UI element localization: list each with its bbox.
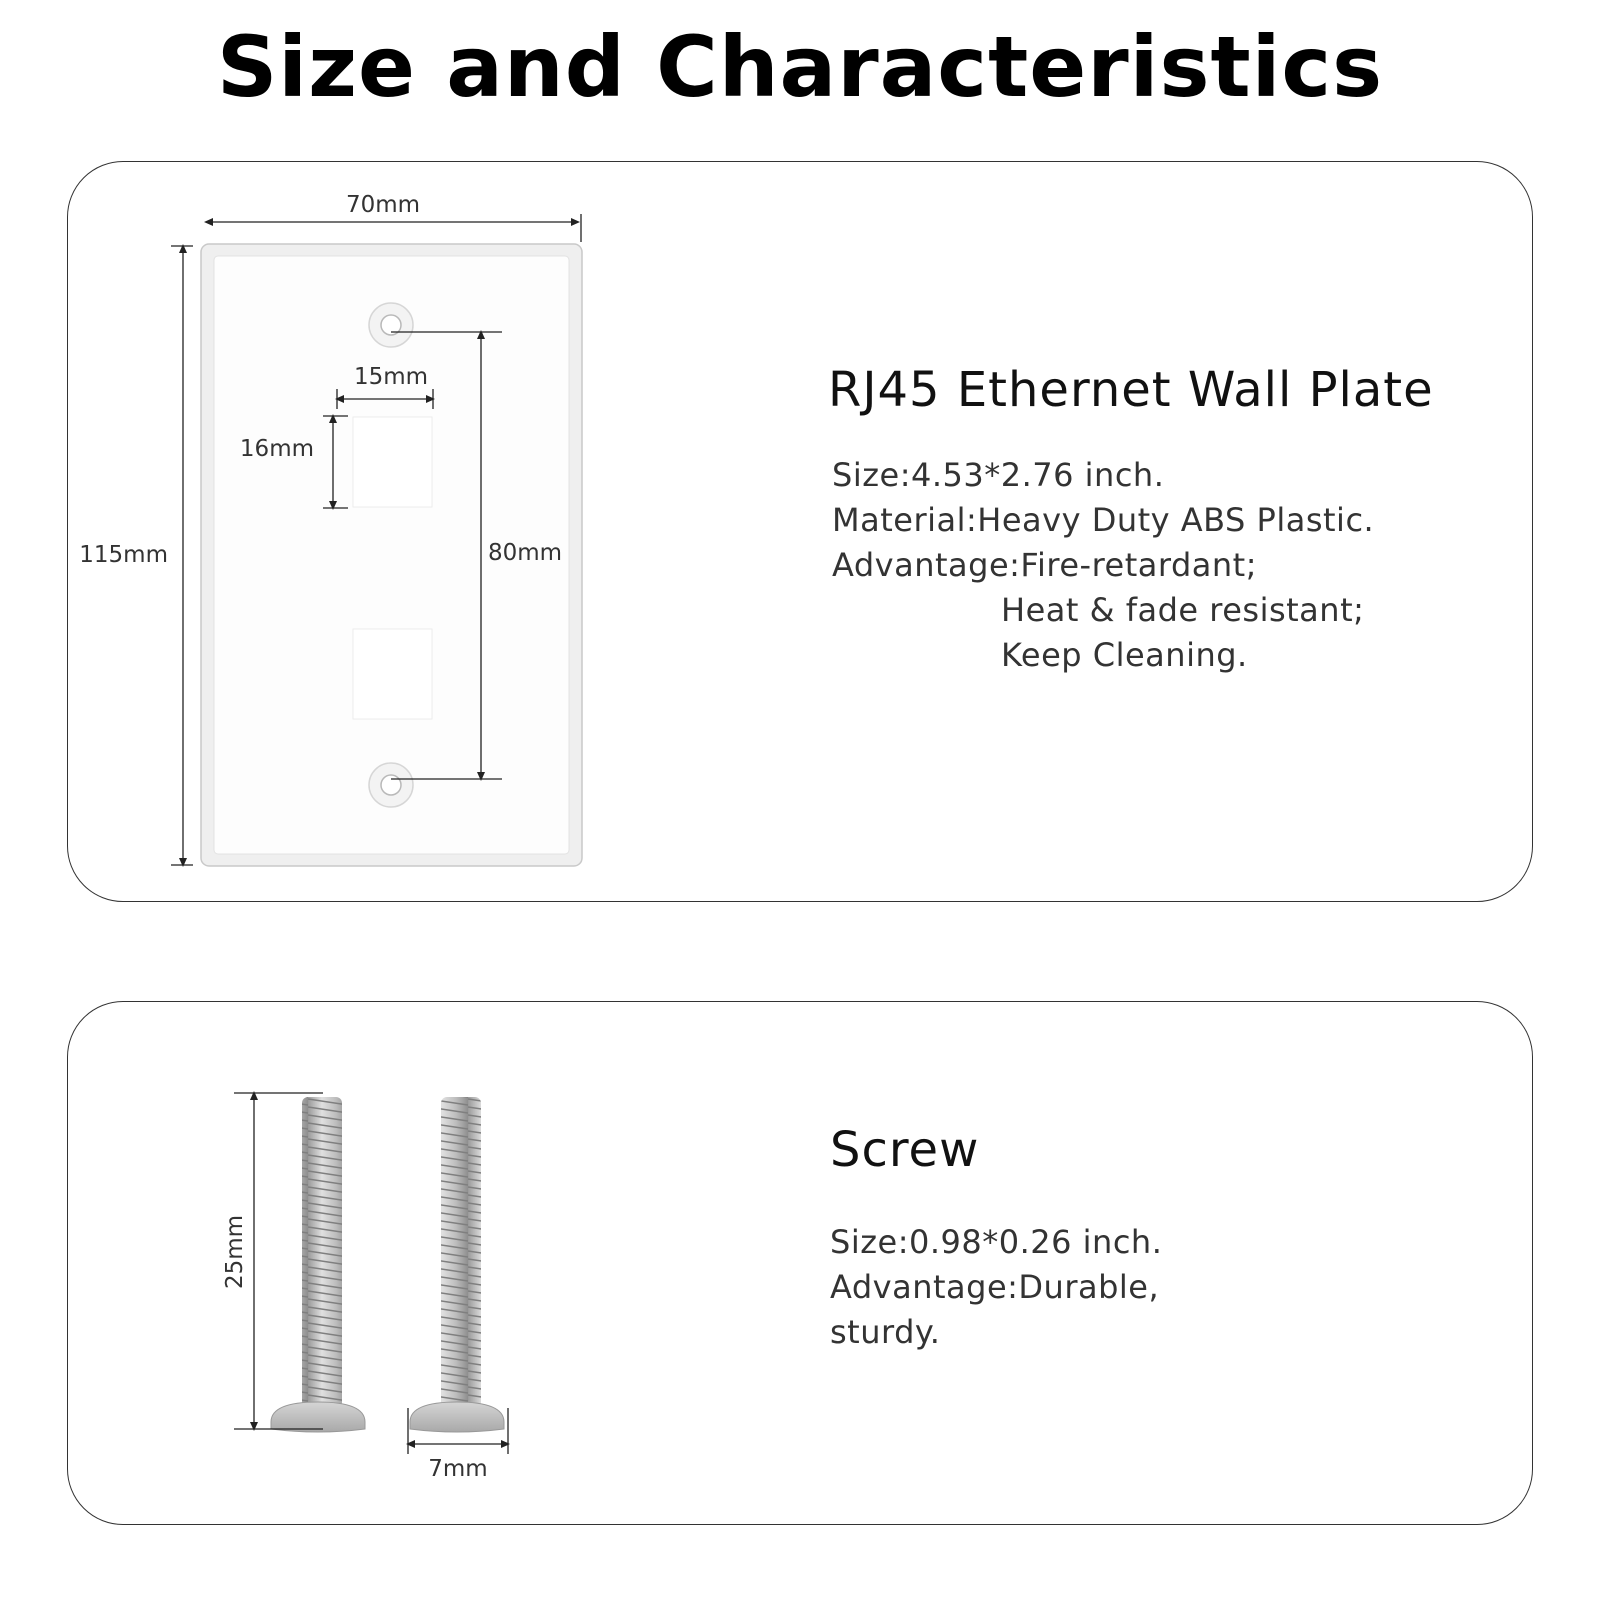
plate-spec-material: Material:Heavy Duty ABS Plastic.: [832, 501, 1375, 539]
height-label: 115mm: [79, 542, 168, 568]
wall-plate-diagram: [68, 162, 668, 903]
screw-spec-size: Size:0.98*0.26 inch.: [830, 1223, 1163, 1261]
plate-product-name: RJ45 Ethernet Wall Plate: [828, 362, 1434, 418]
plate-spec-advantage: Advantage:Fire-retardant;: [832, 546, 1257, 584]
screw-product-name: Screw: [830, 1122, 980, 1178]
screw-head-label: 7mm: [428, 1456, 488, 1482]
screw-image-right: [410, 1097, 504, 1432]
plate-spec-advantage-3: Keep Cleaning.: [1001, 636, 1248, 674]
screw-image-left: [271, 1097, 365, 1432]
plate-spec-size: Size:4.53*2.76 inch.: [832, 456, 1165, 494]
screw-card: [67, 1001, 1533, 1525]
plate-spec-advantage-2: Heat & fade resistant;: [1001, 591, 1365, 629]
screw-spec-advantage-2: sturdy.: [830, 1313, 941, 1351]
screw-spec-advantage: Advantage:Durable,: [830, 1268, 1160, 1306]
hole-spacing-label: 80mm: [488, 540, 563, 566]
port-height-label: 16mm: [239, 436, 314, 462]
port-width-label: 15mm: [353, 364, 429, 390]
screw-length-label: 25mm: [222, 1214, 248, 1290]
wall-plate-card: [67, 161, 1533, 902]
height-dimension: [79, 246, 193, 865]
width-label: 70mm: [345, 192, 421, 218]
screw-diagram: [68, 1002, 668, 1526]
width-dimension: [208, 192, 581, 242]
page-title: Size and Characteristics: [216, 18, 1384, 116]
